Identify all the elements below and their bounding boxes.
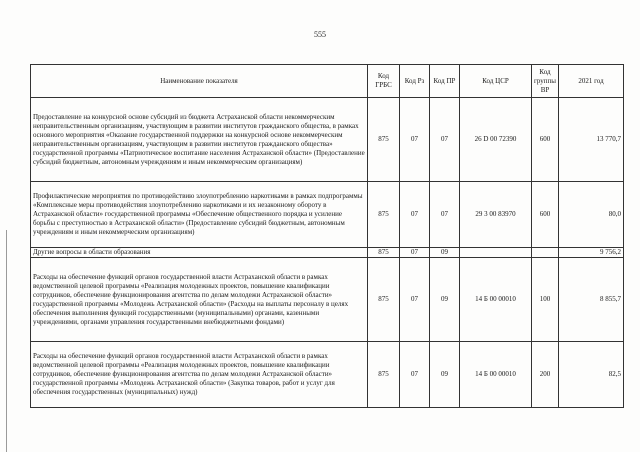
row-vr: 200 [532,342,559,408]
table-row [31,182,624,248]
row-grbs: 875 [368,98,400,182]
header-pr: Код ПР [430,65,460,98]
page-number: 555 [314,30,326,39]
row-pr: 09 [430,248,460,258]
row-amount: 8 855,7 [559,258,624,342]
row-vr: 100 [532,258,559,342]
row-rz: 07 [400,182,430,248]
row-name: Расходы на обеспечение функций органов государственной власти Астраханской области в рамках ведомственной целевой программы «Реализация молодежных проектов, повышение квалификации сотрудников, обеспечение функционирования агентства по делам молодежи Астраханской области» государственной программы «Молодежь Астраханской области» (Закупка товаров, работ и услуг для обеспечения государственных (муниципальных) нужд) [31,342,368,408]
row-pr: 07 [430,98,460,182]
row-grbs: 875 [368,248,400,258]
row-grbs: 875 [368,182,400,248]
row-csr: 26 D 00 72390 [460,98,532,182]
row-name: Профилактические мероприятия по противодействию злоупотреблению наркотиками в рамках подпрограммы «Комплексные меры противодействия злоупотреблению наркотиками и их незаконному обороту в Астраханской области» государственной программы «Обеспечение общественного порядка и усиление борьбы с преступностью в Астраханской области» (Предоставление субсидий бюджетным, автономным учреждениям и иным некоммерческим организациям) [31,182,368,248]
budget-table [30,64,624,408]
scan-edge-line [6,230,7,452]
row-vr: 600 [532,182,559,248]
row-vr: 600 [532,98,559,182]
table-row [31,98,624,182]
row-name: Другие вопросы в области образования [31,248,368,258]
row-amount: 9 756,2 [559,248,624,258]
header-csr: Код ЦСР [460,65,532,98]
row-rz: 07 [400,258,430,342]
row-name: Предоставление на конкурсной основе субсидий из бюджета Астраханской области некоммерческим неправительственным организациям, участвующим в развитии институтов гражданского общества, в рамках основного мероприятия «Оказание государственной поддержки на конкурсной основе некоммерческим неправительственным организациям, участвующим в развитии институтов гражданского общества» государственной программы «Патриотическое воспитание населения Астраханской области» (Предоставление субсидий бюджетным, автономным учреждениям и иным некоммерческим организациям) [31,98,368,182]
row-csr [460,248,532,258]
row-csr: 14 Б 00 00010 [460,258,532,342]
header-rz: Код Рз [400,65,430,98]
header-grbs: Код ГРБС [368,65,400,98]
table-row [31,248,624,258]
row-amount: 80,0 [559,182,624,248]
row-rz: 07 [400,342,430,408]
row-amount: 82,5 [559,342,624,408]
row-amount: 13 770,7 [559,98,624,182]
row-csr: 29 3 00 83970 [460,182,532,248]
header-row [31,65,624,98]
table-row [31,258,624,342]
row-rz: 07 [400,248,430,258]
row-name: Расходы на обеспечение функций органов государственной власти Астраханской области в рамках ведомственной целевой программы «Реализация молодежных проектов, повышение квалификации сотрудников, обеспечение функционирования агентства по делам молодежи Астраханской области» государственной программы «Молодежь Астраханской области» (Расходы на выплаты персоналу в целях обеспечения выполнения функций государственными (муниципальными) органами, казенными учреждениями, органами управления государственными внебюджетными фондами) [31,258,368,342]
row-pr: 07 [430,182,460,248]
header-year: 2021 год [559,65,624,98]
row-pr: 09 [430,342,460,408]
row-csr: 14 Б 00 00010 [460,342,532,408]
header-vr: Код группы ВР [532,65,559,98]
header-name: Наименование показателя [31,65,368,98]
row-grbs: 875 [368,342,400,408]
row-grbs: 875 [368,258,400,342]
row-rz: 07 [400,98,430,182]
row-vr [532,248,559,258]
row-pr: 09 [430,258,460,342]
table-row [31,342,624,408]
